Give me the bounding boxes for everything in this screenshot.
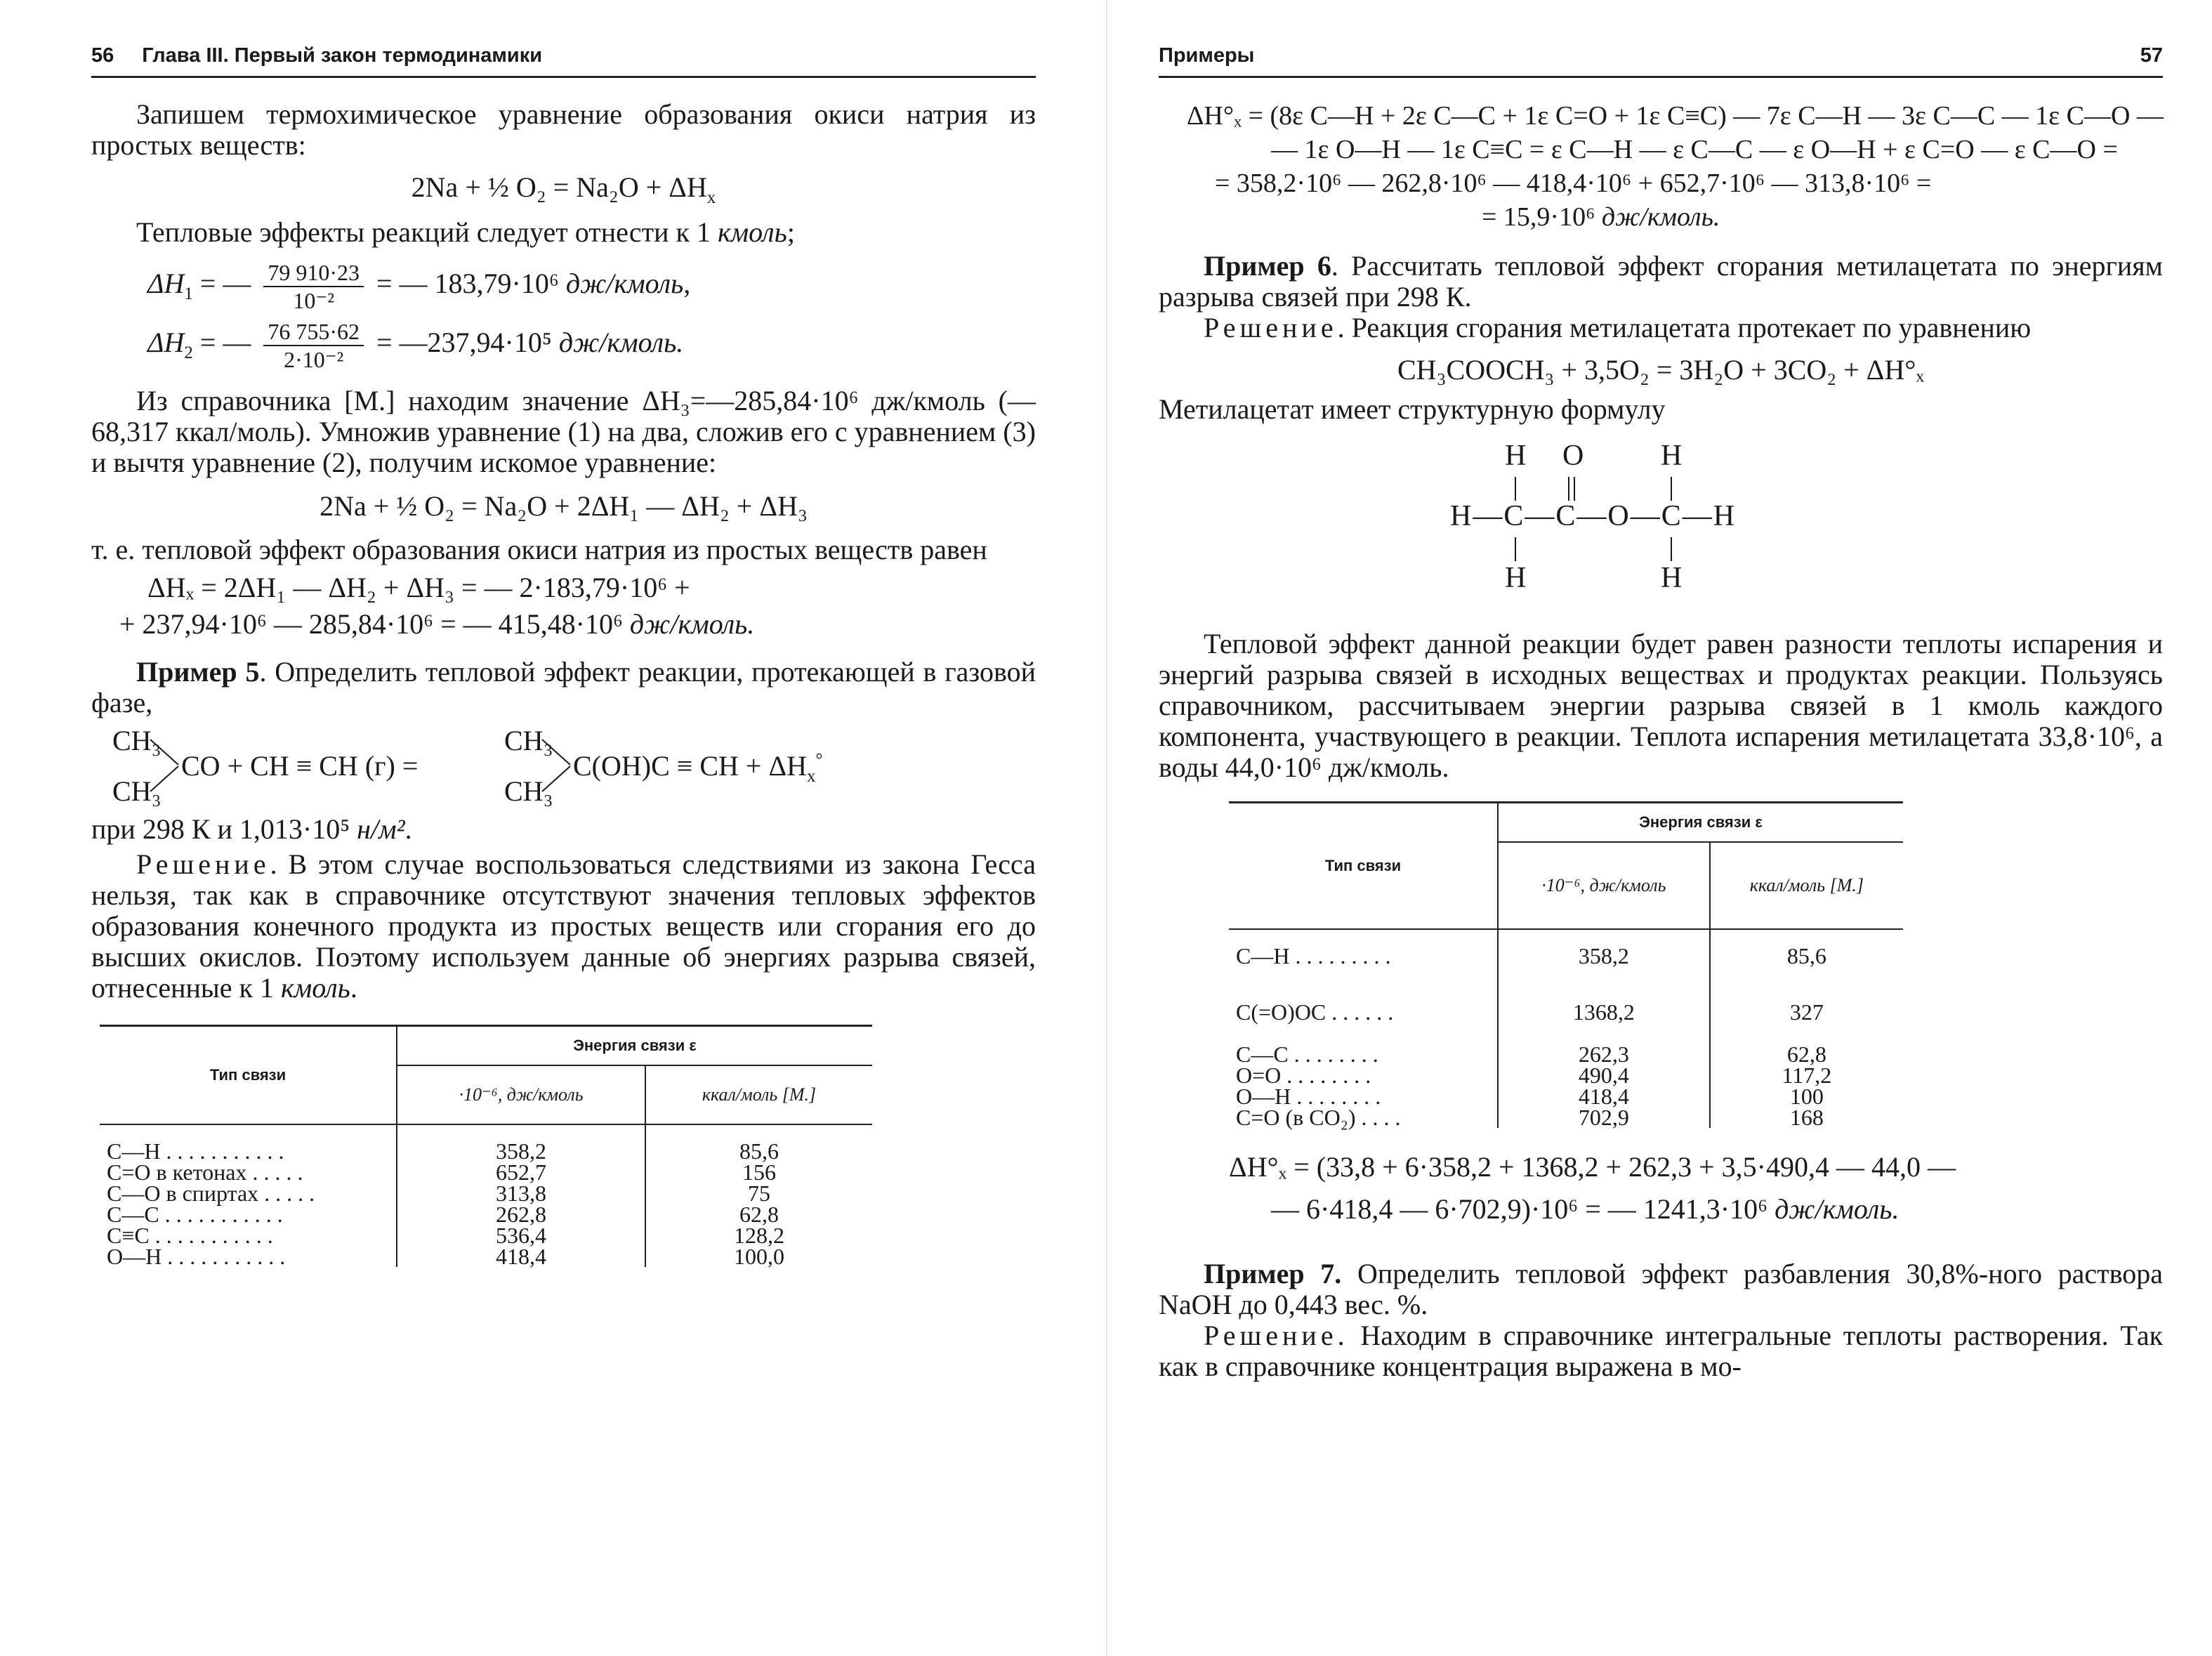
table1-col-kcal: ккал/моль [М.] bbox=[702, 1084, 817, 1105]
table2-r4-kcal: 100 bbox=[1789, 1084, 1824, 1109]
paragraph-conditions bbox=[91, 814, 1036, 845]
dh2-lhs: ΔH bbox=[147, 327, 185, 359]
dh1-fraction bbox=[263, 259, 364, 314]
equation-sodium-oxide bbox=[91, 171, 1036, 207]
reaction-acetone-acetylene bbox=[91, 724, 1036, 808]
paragraph-structure: Метилацетат имеет структурную формулу bbox=[1159, 393, 1666, 425]
table-row bbox=[100, 1204, 872, 1225]
equation-methyl-acetate-combustion: CH₃COOCH₃ + 3,5O₂ = 3H₂O + 3CO₂ + ΔH°ₓ bbox=[1397, 354, 1924, 386]
table2-r2-si: 262,3 bbox=[1498, 1044, 1710, 1065]
bond-table-2 bbox=[1229, 801, 1903, 1128]
right-page bbox=[1106, 0, 2212, 1656]
left-page-number: 56 bbox=[91, 44, 114, 67]
table1-r2-si: 313,8 bbox=[397, 1183, 645, 1204]
table-row bbox=[1229, 1107, 1903, 1128]
table1-r4-si: 536,4 bbox=[397, 1225, 645, 1246]
solution-5-label: Решение bbox=[136, 848, 270, 880]
table-row bbox=[1229, 980, 1903, 1044]
table2-r5-bond: C=O (в CO₂) . . . . bbox=[1229, 1107, 1498, 1128]
struct-bond-bottom-2 bbox=[1671, 537, 1672, 561]
equation-dhx-line2 bbox=[119, 607, 1036, 641]
dh2-rhs: = —237,94·10⁵ bbox=[376, 327, 552, 359]
struct-bond-top-2 bbox=[1671, 477, 1672, 501]
table2-r2-kcal: 62,8 bbox=[1786, 1041, 1826, 1067]
example-7-label: Пример 7. bbox=[1204, 1258, 1342, 1289]
example-6-label: Пример 6 bbox=[1204, 250, 1331, 282]
struct-double-bond bbox=[1568, 477, 1575, 501]
equation-total-line2 bbox=[1271, 1188, 2163, 1230]
struct-bond-bottom-1 bbox=[1515, 537, 1516, 561]
conditions-unit: н/м² bbox=[357, 813, 405, 845]
table2-r3-kcal: 117,2 bbox=[1782, 1063, 1832, 1088]
example-6-text: . Рассчитать тепловой эффект сгорания метилацетата по энергиям разрыва связей при 298 К. bbox=[1159, 250, 2163, 313]
table-row bbox=[1229, 1044, 1903, 1065]
table-row bbox=[1229, 1065, 1903, 1086]
reaction-ch3-bottom-left: CH₃ bbox=[112, 775, 162, 807]
reaction-product-text: C(OH)C ≡ CH + ΔH bbox=[573, 750, 808, 782]
reaction-ch3-top-left: CH₃ bbox=[112, 725, 162, 756]
paragraph-intro: Запишем термохимическое уравнение образования окиси натрия из простых веществ: bbox=[91, 98, 1036, 161]
dh2-sub: 2 bbox=[184, 343, 193, 363]
table1-r2-bond: C—O в спиртах . . . . . bbox=[100, 1183, 397, 1204]
bond-energy-table-2 bbox=[1229, 801, 2163, 1128]
equation-sodium-oxide-text: 2Na + ½ O₂ = Na₂O + ΔH bbox=[411, 171, 707, 203]
dh1-rhs: = — 183,79·10⁶ bbox=[376, 268, 559, 300]
table2-r0-bond: C—H . . . . . . . . . bbox=[1229, 945, 1498, 980]
table1-r2-kcal: 75 bbox=[747, 1181, 770, 1206]
paragraph-heat-effects bbox=[91, 217, 1036, 248]
equation-dh2: $\Delta H_2$ = — $\frac{76 755\cdot 62}{\text{2·10⁻²}}$ = —237,94·10⁵ дж/кмоль. bbox=[147, 319, 684, 372]
right-page-number: 57 bbox=[2140, 44, 2163, 67]
bond-sum-result: = 15,9·10⁶ bbox=[1482, 202, 1595, 232]
table2-r2-bond: C—C . . . . . . . . bbox=[1229, 1044, 1498, 1065]
table2-r4-si: 418,4 bbox=[1498, 1086, 1710, 1107]
struct-h-top-1: H bbox=[1505, 440, 1527, 472]
equation-dhx-line1: ΔHₓ = 2ΔH₁ — ΔH₂ + ΔH₃ = — 2·183,79·10⁶ + bbox=[147, 572, 690, 603]
table-row bbox=[100, 1162, 872, 1183]
table1-col-si: ·10⁻⁶, дж/кмоль bbox=[397, 1065, 645, 1124]
table1-col-energy: Энергия связи ε bbox=[397, 1026, 872, 1066]
table-row bbox=[1229, 945, 1903, 980]
conditions-end: . bbox=[404, 813, 412, 845]
table1-r1-kcal: 156 bbox=[742, 1159, 776, 1185]
table1-r5-bond: O—H . . . . . . . . . . . bbox=[100, 1246, 397, 1267]
paragraph-example-7 bbox=[1159, 1259, 2163, 1320]
paragraph-solution-5 bbox=[91, 849, 1036, 1004]
equation-total-line1: ΔH°ₓ = (33,8 + 6·358,2 + 1368,2 + 262,3 + 3,5·490,4 — 44,0 — bbox=[1229, 1151, 1956, 1183]
equation-bond-sum-line2: — 1ε O—H — 1ε C≡C = ε C—H — ε C—C — ε O—H + ε C=O — ε C—O = bbox=[1271, 135, 2118, 164]
table-row bbox=[100, 1141, 872, 1162]
table1-col-type: Тип связи bbox=[100, 1026, 397, 1125]
reaction-product-sup: ° bbox=[815, 750, 823, 770]
equation-combined: 2Na + ½ O₂ = Na₂O + 2ΔH₁ — ΔH₂ + ΔH₃ bbox=[320, 490, 808, 522]
heat-effects-unit: кмоль bbox=[717, 216, 787, 248]
conditions-text: при 298 К и 1,013·10⁵ bbox=[91, 813, 357, 845]
table2-r4-bond: O—H . . . . . . . . bbox=[1229, 1086, 1498, 1107]
dhx-line2-text: + 237,94·10⁶ — 285,84·10⁶ = — 415,48·10⁶ bbox=[119, 608, 623, 640]
right-running-head bbox=[1159, 35, 2163, 78]
table-row bbox=[1229, 1086, 1903, 1107]
reaction-product-sub: x bbox=[807, 767, 816, 786]
left-running-title: Глава III. Первый закон термодинамики bbox=[142, 44, 543, 67]
table2-r1-bond: C(=O)OC . . . . . . bbox=[1229, 980, 1498, 1044]
example-7-text: Определить тепловой эффект разбавления 30,8%-ного раствора NaOH до 0,443 вес. %. bbox=[1159, 1258, 2163, 1320]
dh1-sub: 1 bbox=[184, 284, 193, 304]
table2-col-type: Тип связи bbox=[1229, 803, 1498, 930]
reaction-ch3-bottom-right: CH₃ bbox=[504, 775, 553, 807]
table1-r1-si: 652,7 bbox=[397, 1162, 645, 1183]
struct-chain: H—C—C—O—C—H bbox=[1450, 500, 1737, 532]
table2-col-energy: Энергия связи ε bbox=[1498, 803, 1903, 843]
table1-r1-bond: C=O в кетонах . . . . . bbox=[100, 1162, 397, 1183]
dh1-numerator: 79 910·23 bbox=[263, 259, 364, 287]
struct-h-bottom-1: H bbox=[1505, 562, 1527, 594]
methyl-acetate-structure bbox=[1450, 432, 1871, 615]
paragraph-reference: Из справочника [М.] находим значение ΔH₃=—285,84·10⁶ дж/кмоль (—68,317 ккал/моль). Умножив уравнение (1) на два, сложив его с уравнением (3) и вычтя уравнение (2), получим искомое уравнение: bbox=[91, 385, 1036, 478]
struct-bond-top-1 bbox=[1515, 477, 1516, 501]
total-line2-unit: дж/кмоль. bbox=[1775, 1193, 1900, 1225]
table2-r0-kcal: 85,6 bbox=[1786, 943, 1826, 968]
table1-r0-si: 358,2 bbox=[397, 1141, 645, 1162]
equation-bond-sum-line3: = 358,2·10⁶ — 262,8·10⁶ — 418,4·10⁶ + 652,7·10⁶ — 313,8·10⁶ = bbox=[1215, 169, 1932, 198]
table1-r3-si: 262,8 bbox=[397, 1204, 645, 1225]
solution-5-end: . bbox=[350, 972, 357, 1004]
solution-6-label: Решение bbox=[1204, 312, 1338, 343]
table2-r0-si: 358,2 bbox=[1498, 945, 1710, 980]
table-row bbox=[100, 1246, 872, 1267]
total-line2-text: — 6·418,4 — 6·702,9)·10⁶ = — 1241,3·10⁶ bbox=[1271, 1193, 1768, 1225]
struct-h-top-2: H bbox=[1661, 440, 1683, 472]
dh1-lhs: ΔH bbox=[147, 268, 185, 300]
dh1-denominator: 10⁻² bbox=[293, 288, 334, 313]
equation-bond-sum-line1: ΔH°ₓ = (8ε C—H + 2ε C—C + 1ε C=O + 1ε C≡C) — 7ε C—H — 3ε C—C — 1ε C—O — bbox=[1187, 101, 2164, 131]
table-row bbox=[100, 1183, 872, 1204]
table1-r3-kcal: 62,8 bbox=[739, 1202, 779, 1227]
dh2-numerator: 76 755·62 bbox=[263, 318, 364, 346]
table2-r1-si: 1368,2 bbox=[1498, 980, 1710, 1044]
reaction-middle: CO + CH ≡ CH (г) = bbox=[181, 750, 419, 782]
equation-sodium-oxide-sub: x bbox=[706, 188, 716, 207]
table2-col-kcal: ккал/моль [М.] bbox=[1749, 875, 1864, 895]
reaction-ch3-top-right: CH₃ bbox=[504, 725, 553, 756]
dh2-unit: дж/кмоль. bbox=[558, 327, 684, 359]
dh2-fraction bbox=[263, 318, 364, 373]
bond-table-1 bbox=[100, 1025, 872, 1267]
right-running-title: Примеры bbox=[1159, 44, 1255, 67]
table1-r4-kcal: 128,2 bbox=[733, 1223, 784, 1248]
table2-r5-si: 702,9 bbox=[1498, 1107, 1710, 1128]
table2-r3-si: 490,4 bbox=[1498, 1065, 1710, 1086]
table-row bbox=[100, 1225, 872, 1246]
bond-sum-unit: дж/кмоль. bbox=[1601, 202, 1720, 232]
table1-r0-bond: C—H . . . . . . . . . . . bbox=[100, 1141, 397, 1162]
equation-dh1: $\Delta H_1$ = — $\frac{79 910\cdot 23}{\text{10⁻²}}$ = — 183,79·10⁶ дж/кмоль, bbox=[147, 260, 691, 313]
table1-r0-kcal: 85,6 bbox=[739, 1138, 779, 1164]
table2-col-si: ·10⁻⁶, дж/кмоль bbox=[1498, 842, 1710, 929]
struct-h-bottom-2: H bbox=[1661, 562, 1683, 594]
table2-r3-bond: O=O . . . . . . . . bbox=[1229, 1065, 1498, 1086]
table1-r3-bond: C—C . . . . . . . . . . . bbox=[100, 1204, 397, 1225]
example-5-text: . Определить тепловой эффект реакции, протекающей в газовой фазе, bbox=[91, 656, 1036, 718]
dh1-unit: дж/кмоль bbox=[565, 268, 684, 300]
solution-7-label: Решение. bbox=[1204, 1320, 1349, 1351]
dhx-line2-unit: дж/кмоль. bbox=[629, 608, 755, 640]
bond-energy-table-1 bbox=[100, 1025, 1036, 1267]
reaction-product bbox=[573, 749, 823, 786]
solution-6-text: . Реакция сгорания метилацетата протекает по уравнению bbox=[1337, 312, 2032, 343]
paragraph-example-6 bbox=[1159, 251, 2163, 313]
solution-5-text: . В этом случае воспользоваться следствиями из закона Гесса нельзя, так как в справочнике отсутствуют значения тепловых эффектов образования конечного продукта из простых веществ или сгорания его до высших окислов. Поэтому используем данные об энергиях разрыва связей, отнесенные к 1 bbox=[91, 848, 1036, 1004]
table1-r5-kcal: 100,0 bbox=[733, 1244, 784, 1269]
equation-bond-sum-line4 bbox=[1482, 200, 2163, 234]
paragraph-example-5 bbox=[91, 657, 1036, 718]
heat-effects-text: Тепловые эффекты реакций следует отнести к 1 bbox=[136, 216, 718, 248]
solution-5-unit: кмоль bbox=[280, 972, 350, 1004]
left-running-head bbox=[91, 35, 1036, 78]
solution-7-text: Находим в справочнике интегральные теплоты растворения. Так как в справочнике концентрация выражена в мо- bbox=[1159, 1320, 2163, 1382]
table1-r5-si: 418,4 bbox=[397, 1246, 645, 1267]
heat-effects-end: ; bbox=[786, 216, 795, 248]
struct-o-top: O bbox=[1562, 440, 1584, 472]
paragraph-heat-effect-explanation: Тепловой эффект данной реакции будет равен разности теплоты испарения и энергий разрыва связей в исходных веществах и продуктах реакции. Пользуясь справочником, рассчитываем энергии разрыва связей в 1 кмоль каждого компонента, участвующего в реакции. Теплота испарения метилацетата 33,8·10⁶, а воды 44,0·10⁶ дж/кмоль. bbox=[1159, 628, 2163, 783]
table2-r1-kcal: 327 bbox=[1789, 999, 1824, 1025]
dh2-denominator: 2·10⁻² bbox=[284, 347, 344, 372]
paragraph-heat-of-formation: т. е. тепловой эффект образования окиси натрия из простых веществ равен bbox=[91, 534, 987, 565]
paragraph-solution-6 bbox=[1159, 313, 2163, 343]
table2-r5-kcal: 168 bbox=[1789, 1105, 1824, 1130]
paragraph-solution-7 bbox=[1159, 1320, 2163, 1382]
table1-r4-bond: C≡C . . . . . . . . . . . bbox=[100, 1225, 397, 1246]
example-5-label: Пример 5 bbox=[136, 656, 260, 688]
